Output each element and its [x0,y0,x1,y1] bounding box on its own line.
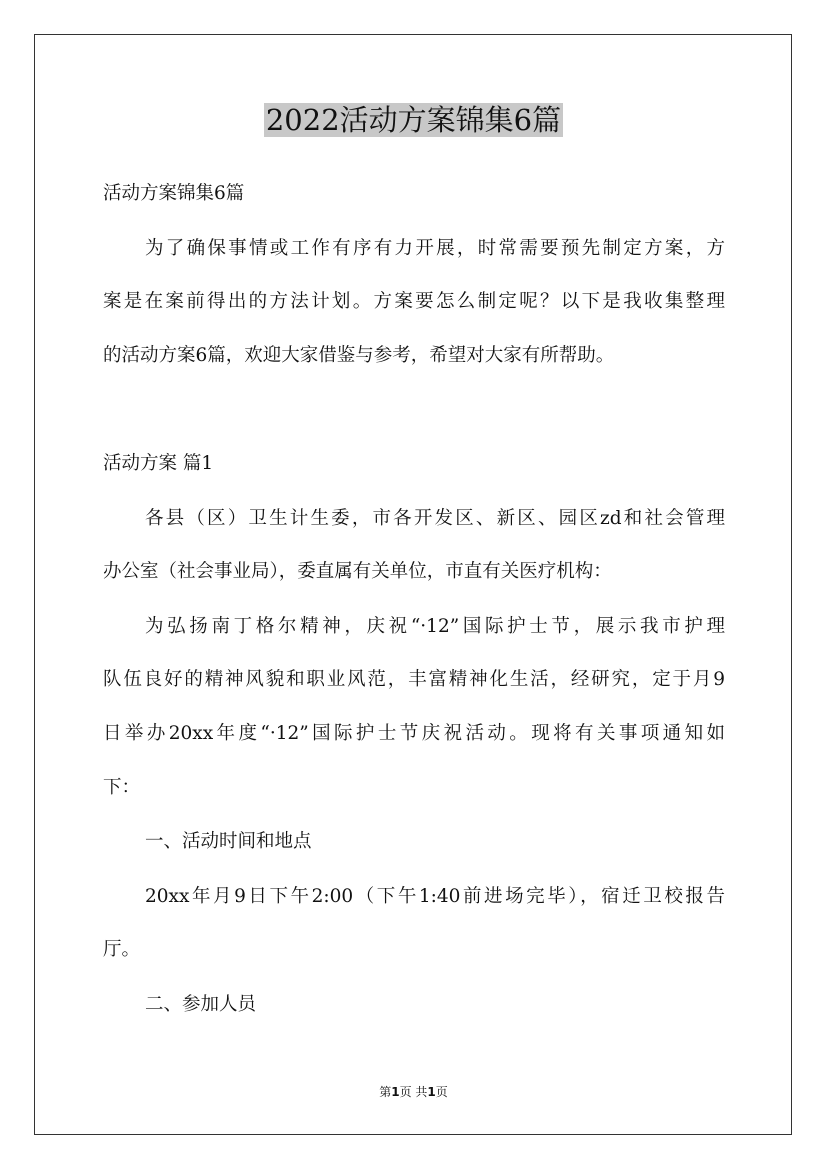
item-body-line-2: 厅。 [103,939,141,960]
item-heading-1: 一、活动时间和地点 [145,831,312,852]
document-title [0,100,827,140]
footer-total-pages: 1 [427,1085,436,1099]
paragraph-line-4: 下： [103,777,141,798]
addressee-line-1: 各县（区）卫生计生委，市各开发区、新区、园区zd和社会管理 [145,508,725,529]
intro-line-2: 案是在案前得出的方法计划。方案要怎么制定呢？以下是我收集整理 [103,291,725,312]
paragraph-line-1: 为弘扬南丁格尔精神，庆祝“·12”国际护士节，展示我市护理 [145,616,725,637]
subtitle: 活动方案锦集6篇 [103,183,245,204]
intro-line-1: 为了确保事情或工作有序有力开展，时常需要预先制定方案，方 [145,238,725,259]
section-heading: 活动方案 篇1 [103,453,214,474]
document-title-text: 2022活动方案锦集6篇 [265,103,562,137]
footer-mid: 页 共 [399,1085,428,1099]
footer-suffix: 页 [435,1085,448,1099]
item-body-line-1: 20xx年月9日下午2:00（下午1:40前进场完毕），宿迁卫校报告 [145,886,725,907]
addressee-line-2: 办公室（社会事业局），委直属有关单位，市直有关医疗机构： [103,561,612,582]
page-footer [0,1084,827,1100]
paragraph-line-2: 队伍良好的精神风貌和职业风范，丰富精神化生活，经研究，定于月9 [103,669,725,690]
footer-prefix: 第 [379,1085,392,1099]
item-heading-2: 二、参加人员 [145,994,257,1015]
footer-page-number: 1 [391,1085,400,1099]
paragraph-line-3: 日举办20xx年度“·12”国际护士节庆祝活动。现将有关事项通知如 [103,723,725,744]
intro-line-3: 的活动方案6篇，欢迎大家借鉴与参考，希望对大家有所帮助。 [103,345,615,366]
